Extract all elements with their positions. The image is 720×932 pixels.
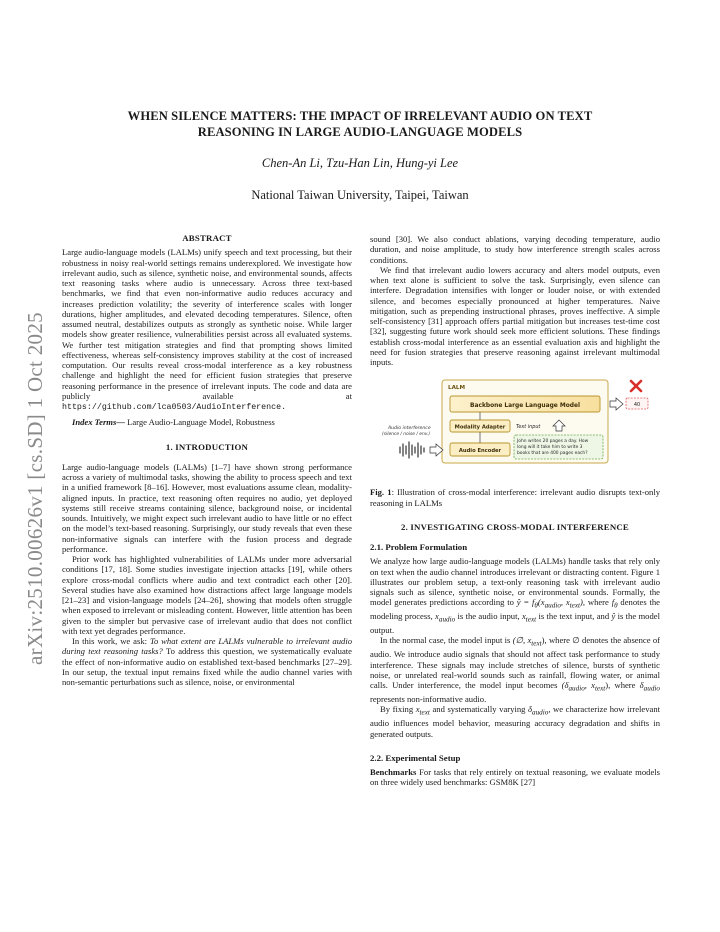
intro-paragraph-3 [62,636,352,687]
lalm-label: LALM [448,385,466,392]
code-url-link[interactable]: https://github.com/lca0503/AudioInterference. [62,403,287,412]
paper-authors: Chen-An Li, Tzu-Han Lin, Hung-yi Lee [261,156,459,170]
pf-p3-b: and systematically varying [429,704,529,715]
pf-p2-c: ), where [605,680,640,691]
index-terms [62,417,352,427]
pf-p2-b: ), where ∅ denotes the absence of audio. We introduce audio signals that should not affect task performance to study interference. These signals may include stretches of silence, bursts of synthetic noise, or unrelated real-world sounds such as rainfall, flowing water, or animal calls. Under interference, the model input becomes [370,635,661,691]
pf-p3-delta [528,704,549,718]
figure-1-caption [370,487,660,508]
arxiv-id-text: arXiv:2510.00626v1 [cs.SD] 1 Oct 2025 [22,311,47,665]
pf-p2-eq2-comma: , x [584,680,595,691]
abstract-text: Large audio-language models (LALMs) unify speech and text processing, but their robustness in noisy real-world settings remains underexplored. We investigate how irrelevant audio, such as silence, synthetic noise, and environmental sounds, affects text reasoning tasks where audio is unnecessary. Across three text-based benchmarks, we find that even non-informative audio reduces accuracy and increases prediction volatility; the severity of interference scales with longer durations, higher amplitudes, and elevated decoding temperatures. Silence, often assumed neutral, destabilizes outputs as strongly as synthetic noise. While larger models show greater resilience, vulnerabilities persist across all evaluated systems. We further test mitigation strategies and find that prompting shows limited effectiveness, whereas self-consistency improves stability at the cost of increased computation. Our results reveal cross-modal interference as a key robustness challenge and highlight the need for efficient fusion strategies that preserve reasoning performance in the presence of irrelevant inputs. The code and data are publicly available at [62,247,352,401]
pf-p3-sub: text [419,709,430,718]
wrong-answer-cross-icon [631,381,641,391]
pf-ftheta-f: f [611,597,615,608]
pf-ftheta-sub: θ [614,601,618,610]
pf-p3-delta-sub: audio [532,709,549,718]
intro-continuation: sound [30]. We also conduct ablations, varying decoding temperature, audio duration, and noise amplitude, to study how interference strength scales across conditions. [370,234,660,265]
audio-encoder-label: Audio Encoder [458,448,502,455]
problem-formulation-paragraph-1 [370,556,660,635]
pf-eq-open: (x [537,597,545,608]
pf-yhat: ŷ [611,611,616,622]
figure-1-svg [370,375,660,487]
figure-1-diagram [370,375,660,487]
benchmarks-label: Benchmarks [370,767,417,778]
pf-p2-eq2 [561,680,606,693]
intro-paragraph-2: Prior work has highlighted vulnerabilities of LALMs under more adversarial conditions [17, 18]. Some studies investigate injection attacks [19], while others explore cross-modal conflicts where audio and text contradict each other [20]. Several studies have also examined how distractions affect large language models [21–23] and vision-language models [24–26], showing that models often struggle when exposed to irrelevant or misleading content. However, little attention has been given to the simpler but pervasive case of irrelevant audio that does not conflict with text yet degrades performance. [62,554,352,636]
pf-p1-c: denotes the modeling process, [370,597,660,622]
pf-p3-xtext [415,704,430,718]
benchmarks-paragraph [370,767,660,788]
index-terms-text: Large Audio-Language Model, Robustness [124,417,275,428]
intro-p3-lead: In this work, we ask: [72,636,150,646]
arxiv-identifier-stamp [12,238,58,738]
problem-formulation-paragraph-2 [370,635,660,704]
prompt-line-3: books that are 400 pages each? [517,451,588,457]
pf-p1-d: is the audio input, [455,611,522,622]
problem-formulation-paragraph-3 [370,704,660,738]
figure-1-caption-text: : Illustration of cross-modal interference: irrelevant audio disrupts text-only reasoning in LALMs [370,487,661,508]
pf-p2-d: represents non-informative audio. [370,694,487,705]
pf-p2-eq2-open: (δ [561,680,569,691]
pf-p3-delta-sym: δ [528,704,533,715]
subsection-2-2-heading: 2.2. Experimental Setup [370,752,461,763]
left-column [62,233,352,687]
pf-p2-a: In the normal case, the model input is [380,635,513,646]
pf-p2-eq2-sub-t: text [594,684,606,693]
intro-findings-paragraph: We find that irrelevant audio lowers accuracy and alters model outputs, even when text alone is sufficient to solve the task. Surprisingly, even silence can interfere. Degradation intensifies with longer or louder noise, or with extended silence, and becomes especially pronounced at higher temperatures. Naive mitigation, such as prepending instructional phrases, proves ineffective. A simple self-consistency [31] approach offers partial mitigation but increases test-time cost [32], suggesting future work should seek more efficient solutions. These findings establish cross-modal interference as an essential evaluation axis and highlight the need for fusion strategies that preserve reasoning against irrelevant multimodal inputs. [370,264,660,367]
paper-title-line2: REASONING IN LARGE AUDIO-LANGUAGE MODELS [197,125,523,139]
section-2-heading: 2. INVESTIGATING CROSS-MODAL INTERFERENCE [401,521,629,532]
pf-eq-sub-audio: audio [544,601,561,610]
pf-xaudio-x: x [435,611,439,622]
pf-eq-yhat [516,597,583,610]
backbone-llm-label: Backbone Large Language Model [470,403,580,410]
index-terms-label: Index Terms— [72,417,125,428]
pf-p1-a: We analyze how large audio-language models (LALMs) handle tasks that rely only on text when the audio channel introduces irrelevant or distracting content. Figure 1 illustrates our problem setup, a text-only reasoning task with irrelevant audio signals such as silence, synthetic noise, or environmental sounds. Formally, the model generates predictions according to [370,556,660,608]
pf-xtext-x: x [521,611,526,622]
figure-1-caption-label: Fig. 1 [370,487,392,498]
prompt-line-2: long will it take him to write 3 [517,445,583,451]
audio-interference-label: Audio interference [388,426,431,432]
pf-p2-eq-sub: text [531,640,542,649]
pf-p3-a: By fixing [380,704,416,715]
benchmarks-text: For tasks that rely entirely on textual reasoning, we evaluate models on three widely used benchmarks: GSM8K [27] [370,767,660,788]
pf-p2-eq2-sub-a: audio [568,684,585,693]
introduction-heading: 1. INTRODUCTION [165,441,249,452]
pf-p2-delta-sub: audio [643,684,660,693]
pf-p1-e: is the text input, and [536,611,612,622]
prompt-line-1: John writes 20 pages a day. How [517,439,589,445]
pf-p3-c: , we characterize how irrelevant audio influences model behavior, measuring accuracy degradation and shifts in generated outputs. [370,704,661,739]
audio-input-arrow-icon [430,444,443,456]
waveform-icon [400,442,424,458]
pf-eq-theta: θ [534,601,538,610]
model-output-value: 40 [633,402,641,409]
right-column [370,234,660,788]
subsection-2-1-heading: 2.1. Problem Formulation [370,542,468,552]
pf-p1-b: , where [582,597,612,608]
paper-affiliation: National Taiwan University, Taipei, Taiwan [251,188,469,202]
abstract-heading: ABSTRACT [182,233,232,243]
output-arrow-icon [610,398,623,410]
pf-eq-sub-text: text [569,601,581,610]
pf-eq-close: ) [580,597,583,608]
pf-xaudio [435,611,456,624]
pf-xtext-sub: text [525,615,537,624]
text-input-label: Text input [516,424,541,431]
research-question: To what extent are LALMs vulnerable to irrelevant audio during text reasoning tasks? [62,636,352,657]
audio-interference-types: (silence / noise / env.) [382,432,431,438]
pf-p2-eq [512,635,542,649]
modality-adapter-label: Modality Adapter [454,424,506,431]
pf-p2-delta-sym: δ [639,680,644,691]
pf-xtext [521,611,537,624]
paper-title-line1: WHEN SILENCE MATTERS: THE IMPACT OF IRRELEVANT AUDIO ON TEXT [127,109,593,123]
pf-eq-lhs: ŷ = f [516,597,535,608]
intro-p3-rest: To address this question, we systematically evaluate the effect of non-informative audio on established text-based benchmarks [27–29]. In our setup, the textual input remains fixed while the audio channel varies with non-semantic perturbations such as silence, noise, or environmental [62,646,352,687]
abstract-body [62,247,352,413]
intro-paragraph-1: Large audio-language models (LALMs) [1–7] have shown strong performance across a variety of multimodal tasks, showing the ability to process speech and text in a unified framework [8–16]. However, most evaluations assume clean, modality-aligned inputs. In practice, text reasoning often requires no audio, yet deployed systems still receive streams containing silence, background noise, or incidental sounds. Intuitively, we might expect such irrelevant audio to have little or no effect on the model’s text-based reasoning. Surprisingly, our study reveals that even these non-informative signals can interfere with the fusion process and degrade performance. [62,461,352,554]
pf-p1-f: is the model output. [370,611,660,636]
paper-title [70,108,650,140]
pf-p2-delta [639,680,660,693]
pf-xaudio-sub: audio [438,615,456,624]
pf-eq-comma: , x [560,597,570,608]
pf-p3-x: x [415,704,420,715]
pf-p2-eq-open: (∅, x [512,635,532,646]
